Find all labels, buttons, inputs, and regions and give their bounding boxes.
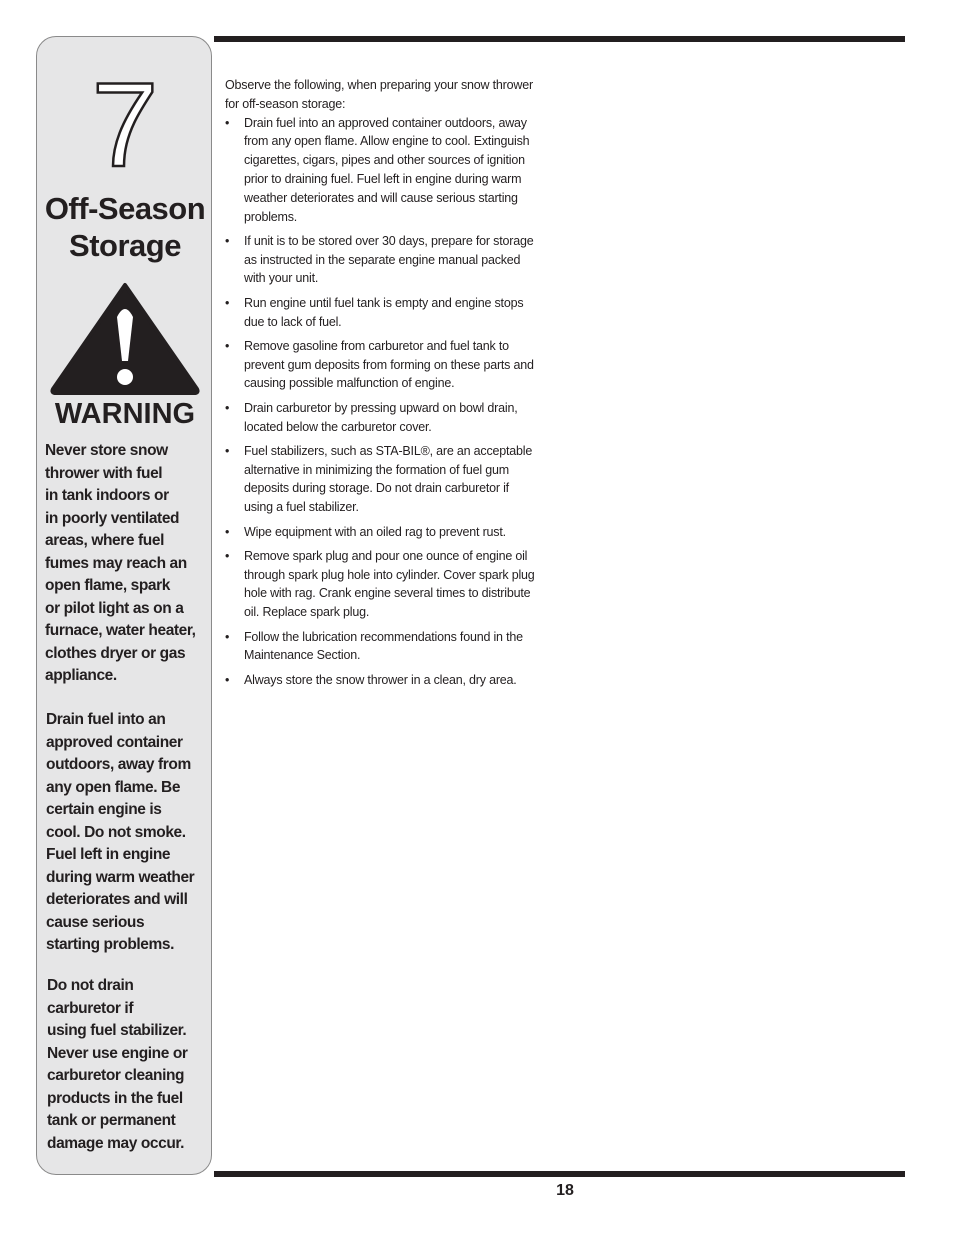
list-item <box>225 523 565 542</box>
storage-instructions <box>225 76 565 695</box>
bullet-icon: • <box>225 295 230 310</box>
title-line-2: Storage <box>69 228 181 263</box>
list-item <box>225 294 565 332</box>
top-rule <box>214 36 905 42</box>
chapter-title <box>37 190 213 264</box>
bullet-icon: • <box>225 233 230 248</box>
list-item-text: Always store the snow thrower in a clean, dry area. <box>244 672 517 687</box>
bullet-icon: • <box>225 115 230 130</box>
bullet-icon: • <box>225 400 230 415</box>
list-item <box>225 232 565 288</box>
list-item-text: Follow the lubrication recommendations found in the Maintenance Section. <box>244 629 523 663</box>
list-item <box>225 337 565 393</box>
list-item-text: Run engine until fuel tank is empty and engine stops due to lack of fuel. <box>244 295 524 329</box>
bullet-icon: • <box>225 629 230 644</box>
warning-triangle-icon <box>49 281 201 397</box>
page-number: 18 <box>556 1182 574 1199</box>
chapter-number: 7 <box>91 58 159 192</box>
title-line-1: Off-Season <box>44 191 206 226</box>
warning-text: Do not drain carburetor if using fuel stabilizer. Never use engine or carburetor cleaning products in the fuel tank or permanent damage may occur. <box>47 977 188 1152</box>
list-item-text: Fuel stabilizers, such as STA-BIL®, are an acceptable alternative in minimizing the formation of fuel gum deposits during storage. Do not drain carburetor if using a fuel stabilizer. <box>244 443 533 515</box>
list-item <box>225 114 565 227</box>
list-item <box>225 399 565 437</box>
list-item-text: Remove spark plug and pour one ounce of engine oil through spark plug hole into cylinder. Cover spark plug hole with rag. Crank engine several times to distribute oil. Replace spark plug. <box>244 548 535 620</box>
list-item-text: Wipe equipment with an oiled rag to prevent rust. <box>244 524 506 539</box>
bottom-rule <box>214 1171 905 1177</box>
bullet-icon: • <box>225 548 230 563</box>
list-item-text: Drain fuel into an approved container outdoors, away from any open flame. Allow engine to cool. Extinguish cigarettes, cigars, pipes and other sources of ignition prior to draining fuel. Fuel left in engine during warm weather deteriorates and will cause serious starting problems. <box>244 115 530 224</box>
list-item-text: Drain carburetor by pressing upward on bowl drain, located below the carburetor cover. <box>244 400 518 434</box>
list-item <box>225 547 565 622</box>
list-item <box>225 442 565 517</box>
list-item <box>225 628 565 666</box>
warning-text: Drain fuel into an approved container outdoors, away from any open flame. Be certain engine is cool. Do not smoke. Fuel left in engine during warm weather deteriorates and will cause serious starting problems. <box>46 711 195 953</box>
list-item <box>225 671 565 690</box>
warning-text: Never store snow thrower with fuel in tank indoors or in poorly ventilated areas, where fuel fumes may reach an open flame, spark or pilot light as on a furnace, water heater, clothes dryer or gas appliance. <box>45 442 196 684</box>
list-item-text: Remove gasoline from carburetor and fuel tank to prevent gum deposits from forming on these parts and causing possible malfunction of engine. <box>244 338 534 391</box>
warning-label: WARNING <box>54 398 196 430</box>
bullet-icon: • <box>225 524 230 539</box>
instruction-list <box>225 114 565 690</box>
bullet-icon: • <box>225 672 230 687</box>
list-item-text: If unit is to be stored over 30 days, prepare for storage as instructed in the separate engine manual packed with your unit. <box>244 233 534 286</box>
warning-sidebar <box>36 36 212 1175</box>
intro-text: Observe the following, when preparing your snow thrower for off-season storage: <box>225 78 533 111</box>
bullet-icon: • <box>225 443 230 458</box>
bullet-icon: • <box>225 338 230 353</box>
